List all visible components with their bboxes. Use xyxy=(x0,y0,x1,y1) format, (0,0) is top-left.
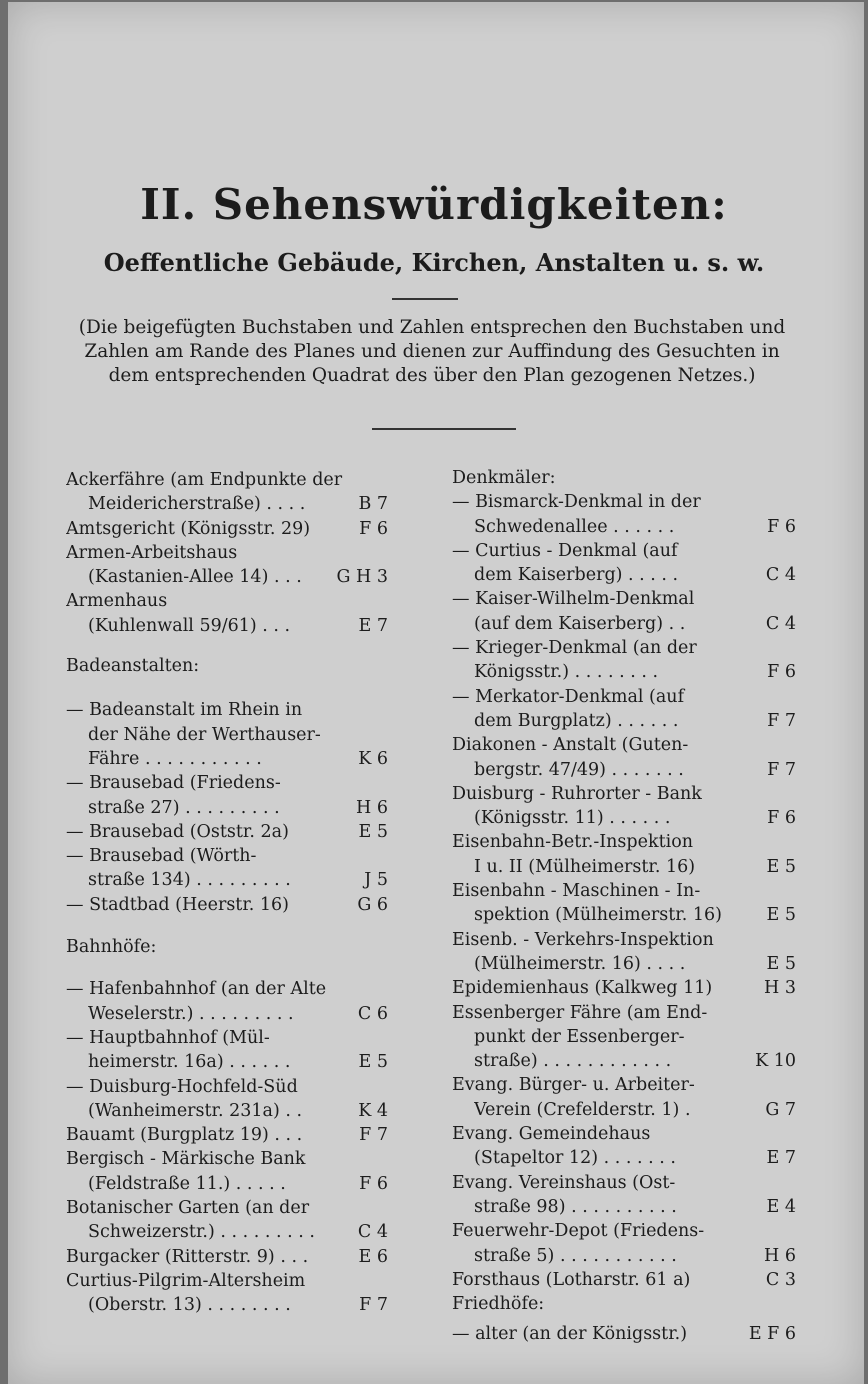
divider-long xyxy=(372,428,516,430)
index-entry: dem Burgplatz) . . . . . . F 7 xyxy=(452,709,796,733)
index-entry-line: Feuerwehr-Depot (Friedens- xyxy=(452,1221,705,1242)
index-entry-line: Essenberger Fähre (am End- xyxy=(452,1002,708,1023)
grid-reference: C 3 xyxy=(765,1269,796,1290)
index-entry: Forsthaus (Lotharstr. 61 a) C 3 xyxy=(452,1268,796,1292)
index-entry-line: — Curtius - Denkmal (auf xyxy=(452,540,678,561)
index-entry-line: — Bismarck-Denkmal in der xyxy=(452,492,701,513)
index-entry: (Kastanien-Allee 14) . . . G H 3 xyxy=(66,565,388,589)
grid-reference: E 4 xyxy=(766,1196,796,1217)
index-entry: dem Kaiserberg) . . . . . C 4 xyxy=(452,563,796,587)
index-entry: heimerstr. 16a) . . . . . . E 5 xyxy=(66,1050,388,1074)
index-entry-line: Eisenbahn-Betr.-Inspektion xyxy=(452,832,694,853)
index-entry: (Stapeltor 12) . . . . . . . E 7 xyxy=(452,1146,796,1170)
index-entry-line: — Merkator-Denkmal (auf xyxy=(452,686,685,707)
index-entry-line: — Kaiser-Wilhelm-Denkmal xyxy=(452,589,695,610)
grid-reference: F 7 xyxy=(767,710,796,731)
index-entry: Fähre . . . . . . . . . . . K 6 xyxy=(66,747,388,771)
index-entry: Schweizerstr.) . . . . . . . . . C 4 xyxy=(66,1220,388,1244)
index-entry-line: Diakonen - Anstalt (Guten- xyxy=(452,735,689,756)
index-entry: Meidericherstraße) . . . . B 7 xyxy=(66,492,388,516)
grid-reference: C 4 xyxy=(765,565,796,586)
grid-reference: G 6 xyxy=(357,894,388,915)
index-entry-line: — Badeanstalt im Rhein in xyxy=(66,700,303,721)
index-entry-line: Eisenbahn - Maschinen - In- xyxy=(452,881,701,902)
index-entry: (Wanheimerstr. 231a) . . K 4 xyxy=(66,1099,388,1123)
index-entry: (Feldstraße 11.) . . . . . F 6 xyxy=(66,1172,388,1196)
grid-reference: E 5 xyxy=(358,1052,388,1073)
index-entry: — Stadtbad (Heerstr. 16) G 6 xyxy=(66,893,388,917)
category-heading: Badeanstalten: xyxy=(66,656,200,677)
index-entry: Burgacker (Ritterstr. 9) . . . E 6 xyxy=(66,1245,388,1269)
grid-reference: H 6 xyxy=(356,797,388,818)
grid-reference: H 6 xyxy=(764,1245,796,1266)
grid-reference: E 5 xyxy=(766,856,796,877)
index-entry-line: — Krieger-Denkmal (an der xyxy=(452,638,697,659)
grid-reference: C 4 xyxy=(765,613,796,634)
category-heading: Friedhöfe: xyxy=(452,1294,545,1315)
grid-reference: F 7 xyxy=(359,1125,388,1146)
grid-reference: E 5 xyxy=(358,821,388,842)
grid-reference: F 6 xyxy=(359,518,388,539)
section-subtitle: Oeffentliche Gebäude, Kirchen, Anstalten u. s. w. xyxy=(103,248,765,277)
index-entry: straße 134) . . . . . . . . . J 5 xyxy=(66,868,388,892)
index-entry: straße 5) . . . . . . . . . . . H 6 xyxy=(452,1244,796,1268)
index-entry-line: Evang. Vereinshaus (Ost- xyxy=(452,1172,676,1193)
index-entry: Verein (Crefelderstr. 1) . G 7 xyxy=(452,1098,796,1122)
index-entry: (auf dem Kaiserberg) . . C 4 xyxy=(452,612,796,636)
index-entry: Epidemienhaus (Kalkweg 11) H 3 xyxy=(452,976,796,1000)
category-heading: Bahnhöfe: xyxy=(66,937,157,958)
index-column-left xyxy=(66,468,388,1318)
index-entry-line: der Nähe der Werthauser- xyxy=(88,724,321,745)
index-entry-line: — Hafenbahnhof (an der Alte xyxy=(66,979,327,1000)
grid-reference: E 5 xyxy=(766,953,796,974)
grid-reference: E 6 xyxy=(358,1246,388,1267)
index-entry: Weselerstr.) . . . . . . . . . C 6 xyxy=(66,1002,388,1026)
index-entry-line: Armen-Arbeitshaus xyxy=(66,542,238,563)
index-entry: straße) . . . . . . . . . . . . K 10 xyxy=(452,1049,796,1073)
grid-reference: H 3 xyxy=(764,978,796,999)
grid-reference: C 6 xyxy=(357,1003,388,1024)
index-entry: (Oberstr. 13) . . . . . . . . F 7 xyxy=(66,1293,388,1317)
category-heading: Denkmäler: xyxy=(452,468,556,488)
grid-reference: G 7 xyxy=(765,1099,796,1120)
grid-reference: F 6 xyxy=(767,808,796,829)
index-entry: bergstr. 47/49) . . . . . . . F 7 xyxy=(452,758,796,782)
index-entry-line: Ackerfähre (am Endpunkte der xyxy=(66,470,343,490)
index-entry: Amtsgericht (Königsstr. 29) F 6 xyxy=(66,517,388,541)
index-entry: Schwedenallee . . . . . . F 6 xyxy=(452,515,796,539)
index-entry-line: Armenhaus xyxy=(66,591,168,612)
grid-reference: B 7 xyxy=(358,494,388,515)
index-entry: Königsstr.) . . . . . . . . F 6 xyxy=(452,660,796,684)
index-entry: I u. II (Mülheimerstr. 16) E 5 xyxy=(452,855,796,879)
grid-reference: E 5 xyxy=(766,905,796,926)
index-entry: (Mülheimerstr. 16) . . . . E 5 xyxy=(452,952,796,976)
index-entry: spektion (Mülheimerstr. 16) E 5 xyxy=(452,903,796,927)
grid-reference: E 7 xyxy=(358,615,388,636)
index-entry-line: Bergisch - Märkische Bank xyxy=(66,1149,306,1170)
index-entry: straße 27) . . . . . . . . . H 6 xyxy=(66,796,388,820)
grid-reference: J 5 xyxy=(364,870,388,891)
index-entry-line: Duisburg - Ruhrorter - Bank xyxy=(452,783,702,804)
index-entry-line: punkt der Essenberger- xyxy=(474,1026,685,1047)
index-entry-line: Evang. Gemeindehaus xyxy=(452,1124,651,1145)
index-entry: — alter (an der Königsstr.) E F 6 xyxy=(452,1322,796,1346)
grid-reference: K 4 xyxy=(358,1100,388,1121)
grid-reference: K 10 xyxy=(755,1051,796,1072)
index-entry: — Brausebad (Oststr. 2a) E 5 xyxy=(66,820,388,844)
index-entry-line: Evang. Bürger- u. Arbeiter- xyxy=(452,1075,695,1096)
grid-reference: K 6 xyxy=(358,748,388,769)
grid-reference: F 7 xyxy=(359,1295,388,1316)
section-title: II. Sehenswürdigkeiten: xyxy=(140,180,728,229)
index-entry-line: — Hauptbahnhof (Mül- xyxy=(66,1027,270,1048)
grid-reference: G H 3 xyxy=(336,567,388,588)
index-entry-line: Botanischer Garten (an der xyxy=(66,1198,310,1219)
grid-reference: E F 6 xyxy=(748,1324,796,1345)
grid-reference: F 6 xyxy=(767,516,796,537)
grid-reference: E 7 xyxy=(766,1148,796,1169)
index-entry: (Kuhlenwall 59/61) . . . E 7 xyxy=(66,614,388,638)
index-entry: (Königsstr. 11) . . . . . . F 6 xyxy=(452,806,796,830)
index-column-right xyxy=(452,466,796,1347)
explanatory-note: (Die beigefügten Buchstaben und Zahlen entsprechen den Buchstaben und Zahlen am Rande des Planes und dienen zur Auffindung des Gesuchten in dem entsprechenden Quadrat des über den Plan gezogenen Netzes.) xyxy=(78,317,786,386)
grid-reference: F 7 xyxy=(767,759,796,780)
grid-reference: F 6 xyxy=(767,662,796,683)
index-entry-line: — Brausebad (Wörth- xyxy=(66,846,257,867)
grid-reference: F 6 xyxy=(359,1173,388,1194)
index-entry-line: — Duisburg-Hochfeld-Süd xyxy=(66,1076,298,1097)
index-entry-line: Eisenb. - Verkehrs-Inspektion xyxy=(452,929,714,950)
index-entry: Bauamt (Burgplatz 19) . . . F 7 xyxy=(66,1123,388,1147)
index-entry-line: — Brausebad (Friedens- xyxy=(66,773,281,794)
index-entry-line: Curtius-Pilgrim-Altersheim xyxy=(66,1270,306,1291)
index-entry: straße 98) . . . . . . . . . . E 4 xyxy=(452,1195,796,1219)
grid-reference: C 4 xyxy=(357,1222,388,1243)
divider-short xyxy=(392,298,458,300)
